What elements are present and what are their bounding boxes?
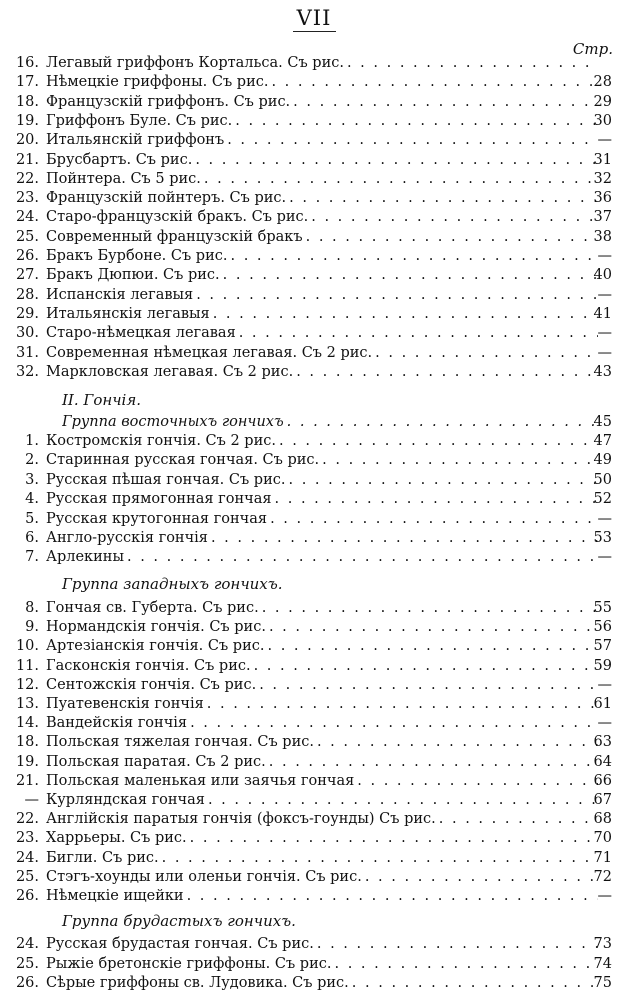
entry-page: 41 xyxy=(593,305,612,322)
entry-title: Русская пѣшая гончая. Съ рис. . . . xyxy=(46,471,598,490)
entry-number: 26. xyxy=(15,248,39,264)
toc-entry xyxy=(0,490,628,509)
entry-number: 1. xyxy=(25,433,39,449)
toc-entry xyxy=(0,73,628,92)
entry-title: Англо-русскія гончія . . . xyxy=(46,529,598,548)
entry-title: Курляндская гончая . . . xyxy=(46,791,598,810)
entry-number: 28. xyxy=(15,286,39,303)
toc-entry xyxy=(0,189,628,208)
group-heading-west: Группа западныхъ гончихъ. xyxy=(62,575,283,593)
toc-entry xyxy=(0,868,628,887)
toc-entry xyxy=(0,955,628,974)
entry-page: 74 xyxy=(593,955,612,972)
entry-number: 19. xyxy=(15,112,39,129)
entry-title: Сентожскія гончія. Съ рис. . . . xyxy=(46,676,598,695)
entry-page: 50 xyxy=(593,471,612,488)
entry-page: 72 xyxy=(593,868,612,885)
entry-number: — xyxy=(24,792,39,808)
entry-number: 5. xyxy=(25,510,39,527)
toc-entry xyxy=(0,791,628,810)
entry-title: Нѣмецкіе гриффоны. Съ рис. . . . xyxy=(46,73,598,92)
toc-entry xyxy=(0,849,628,868)
entry-page: 30 xyxy=(593,112,612,129)
entry-number: 2. xyxy=(25,452,39,469)
toc-entry xyxy=(0,363,628,382)
toc-entry xyxy=(0,676,628,695)
entry-number: 29. xyxy=(15,305,39,322)
entry-page: 52 xyxy=(593,491,612,508)
entry-title: Русская брудастая гончая. Съ рис. . . . xyxy=(46,935,598,954)
entry-number: 30. xyxy=(15,325,39,342)
group-heading-east xyxy=(0,413,628,432)
entry-number: 7. xyxy=(25,549,39,566)
entry-title: Нормандскія гончія. Съ рис. . . . xyxy=(46,618,598,637)
entry-page: 73 xyxy=(593,936,612,952)
entry-page: 47 xyxy=(593,433,612,449)
toc-entry xyxy=(0,733,628,752)
entry-number: 24. xyxy=(15,936,39,952)
toc-entry xyxy=(0,753,628,772)
entry-title: Испанскія легавыя . . . xyxy=(46,286,598,305)
entry-title: Гриффонъ Буле. Съ рис. . . . xyxy=(46,112,598,131)
entry-page: 57 xyxy=(593,638,612,655)
entry-title: Польская тяжелая гончая. Съ рис. . . . xyxy=(46,733,598,752)
toc-entry xyxy=(0,548,628,567)
entry-number: 16. xyxy=(15,55,39,71)
toc-entry xyxy=(0,131,628,150)
entry-page: — xyxy=(597,715,612,732)
entry-page: — xyxy=(597,549,612,566)
entry-number: 6. xyxy=(25,530,39,546)
entry-title: Арлекины . . . xyxy=(46,548,598,567)
entry-page: 29 xyxy=(593,93,612,110)
entry-number: 17. xyxy=(15,74,39,91)
entry-number: 21. xyxy=(15,772,39,789)
entry-number: 26. xyxy=(15,975,39,991)
entry-title: Артезіанскія гончія. Съ рис. . . . xyxy=(46,637,598,656)
entry-number: 18. xyxy=(15,93,39,110)
entry-number: 8. xyxy=(25,600,39,616)
entry-title: Вандейскія гончія . . . xyxy=(46,714,598,733)
entry-title: Харрьеры. Съ рис. . . . xyxy=(46,829,598,848)
entry-number: 31. xyxy=(15,344,39,361)
toc-entry xyxy=(0,208,628,227)
entry-title: Бракъ Бурбоне. Съ рис. . . . xyxy=(46,247,598,266)
entry-number: 25. xyxy=(15,228,39,245)
entry-title: Итальянскія легавыя . . . xyxy=(46,305,598,324)
toc-entry xyxy=(0,510,628,529)
toc-entry xyxy=(0,344,628,363)
entry-page: 61 xyxy=(593,696,612,712)
group-title: Группа восточныхъ гончихъ . . . xyxy=(62,413,598,432)
entry-number: 23. xyxy=(15,830,39,847)
entry-page: — xyxy=(597,888,612,904)
toc-entry xyxy=(0,887,628,906)
entry-number: 3. xyxy=(25,471,39,488)
entry-title: Гончая св. Губерта. Съ рис. . . . xyxy=(46,599,598,618)
header-rule xyxy=(293,31,336,32)
entry-page: 49 xyxy=(593,452,612,469)
entry-title: Польская паратая. Съ 2 рис. . . . xyxy=(46,753,598,772)
entry-title: Старинная русская гончая. Съ рис. . . . xyxy=(46,451,598,470)
entry-title: Гасконскія гончія. Съ рис. . . . xyxy=(46,657,598,676)
toc-entry xyxy=(0,54,628,73)
entry-title: Бигли. Съ рис. . . . xyxy=(46,849,598,868)
entry-number: 24. xyxy=(15,849,39,866)
toc-entry xyxy=(0,93,628,112)
toc-entry xyxy=(0,432,628,451)
entry-page: 53 xyxy=(593,530,612,546)
entry-number: 4. xyxy=(25,491,39,508)
entry-page: 32 xyxy=(593,170,612,187)
entry-title: Бракъ Дюпюи. Съ рис. . . . xyxy=(46,266,598,285)
group-page: 45 xyxy=(593,414,612,430)
entry-title: Легавый гриффонъ Кортальса. Съ рис. . . . xyxy=(46,54,598,73)
toc-entry xyxy=(0,695,628,714)
page-column-label: Стр. xyxy=(572,40,613,58)
entry-title: Современный французскій бракъ . . . xyxy=(46,228,598,247)
entry-title: Пойнтера. Съ 5 рис. . . . xyxy=(46,170,598,189)
entry-page: 37 xyxy=(593,209,612,226)
toc-entry xyxy=(0,324,628,343)
entry-page: 64 xyxy=(593,753,612,770)
entry-number: 22. xyxy=(15,811,39,828)
toc-entry xyxy=(0,247,628,266)
toc-entry xyxy=(0,618,628,637)
entry-page: 43 xyxy=(593,363,612,380)
entry-number: 20. xyxy=(15,132,39,149)
entry-page: — xyxy=(597,248,612,264)
entry-number: 14. xyxy=(15,715,39,732)
toc-entry xyxy=(0,599,628,618)
entry-page: 59 xyxy=(593,657,612,674)
entry-page: 75 xyxy=(593,975,612,991)
toc-entry xyxy=(0,714,628,733)
entry-number: 18. xyxy=(15,734,39,751)
entry-page: 66 xyxy=(593,772,612,789)
toc-entry xyxy=(0,305,628,324)
toc-entry xyxy=(0,112,628,131)
entry-page: — xyxy=(597,344,612,361)
toc-entry xyxy=(0,228,628,247)
toc-entry xyxy=(0,657,628,676)
entry-page: 40 xyxy=(593,267,612,284)
entry-page: — xyxy=(597,676,612,693)
entry-page: 70 xyxy=(593,830,612,847)
toc-entry xyxy=(0,935,628,954)
entry-number: 25. xyxy=(15,955,39,972)
entry-number: 21. xyxy=(15,151,39,168)
entry-page: 36 xyxy=(593,190,612,207)
entry-title: Старо-нѣмецкая легавая . . . xyxy=(46,324,598,343)
section-heading-hounds: II. Гончія. xyxy=(62,391,142,409)
entry-page: — xyxy=(597,286,612,303)
entry-number: 23. xyxy=(15,190,39,207)
entry-number: 22. xyxy=(15,170,39,187)
entry-number: 19. xyxy=(15,753,39,770)
toc-entry xyxy=(0,471,628,490)
entry-title: Англійскія паратыя гончія (фоксъ-гоунды) Съ рис. . . . xyxy=(46,810,598,829)
entry-title: Итальянскій гриффонъ . . . xyxy=(46,131,598,150)
toc-entry xyxy=(0,170,628,189)
entry-page: 55 xyxy=(593,600,612,616)
entry-title: Стэгъ-хоунды или оленьи гончія. Съ рис. . . . xyxy=(46,868,598,887)
toc-entry xyxy=(0,772,628,791)
entry-title: Сѣрые гриффоны св. Лудовика. Съ рис. . . . xyxy=(46,974,598,993)
entry-page: 67 xyxy=(593,792,612,808)
entry-title: Маркловская легавая. Съ 2 рис. . . . xyxy=(46,363,598,382)
entry-page: 68 xyxy=(593,811,612,828)
toc-entry xyxy=(0,974,628,993)
toc-entry xyxy=(0,637,628,656)
entry-title: Русская крутогонная гончая . . . xyxy=(46,510,598,529)
entry-number: 25. xyxy=(15,868,39,885)
entry-page: — xyxy=(597,132,612,149)
entry-page: 56 xyxy=(593,619,612,636)
entry-number: 32. xyxy=(15,363,39,380)
entry-number: 12. xyxy=(15,676,39,693)
toc-entry xyxy=(0,286,628,305)
toc-entry xyxy=(0,451,628,470)
entry-title: Старо-французскій бракъ. Съ рис. . . . xyxy=(46,208,598,227)
page-roman-numeral: VII xyxy=(296,6,332,30)
entry-page: 71 xyxy=(593,849,612,866)
entry-number: 13. xyxy=(15,696,39,712)
toc-entry xyxy=(0,266,628,285)
entry-title: Русская прямогонная гончая . . . xyxy=(46,490,598,509)
entry-title: Французскій пойнтеръ. Съ рис. . . . xyxy=(46,189,598,208)
entry-page: — xyxy=(597,510,612,527)
entry-page: — xyxy=(597,325,612,342)
entry-number: 27. xyxy=(15,267,39,284)
entry-number: 10. xyxy=(15,638,39,655)
entry-number: 24. xyxy=(15,209,39,226)
entry-title: Современная нѣмецкая легавая. Съ 2 рис. . . . xyxy=(46,344,598,363)
entry-number: 9. xyxy=(25,619,39,636)
entry-title: Пуатевенскія гончія . . . xyxy=(46,695,598,714)
entry-title: Польская маленькая или заячья гончая . . . xyxy=(46,772,598,791)
toc-entry xyxy=(0,829,628,848)
entry-page: 28 xyxy=(593,74,612,91)
toc-entry xyxy=(0,151,628,170)
entry-title: Нѣмецкіе ищейки . . . xyxy=(46,887,598,906)
entry-number: 11. xyxy=(15,657,39,674)
group-heading-beard: Группа брудастыхъ гончихъ. xyxy=(62,912,296,930)
entry-page: 31 xyxy=(593,151,612,168)
entry-title: Брусбартъ. Съ рис. . . . xyxy=(46,151,598,170)
toc-entry xyxy=(0,810,628,829)
entry-title: Французскій гриффонъ. Съ рис. . . . xyxy=(46,93,598,112)
entry-title: Костромскія гончія. Съ 2 рис. . . . xyxy=(46,432,598,451)
entry-title: Рыжіе бретонскіе гриффоны. Съ рис. . . . xyxy=(46,955,598,974)
toc-entry xyxy=(0,529,628,548)
entry-page: 63 xyxy=(593,734,612,751)
entry-number: 26. xyxy=(15,888,39,904)
entry-page: 38 xyxy=(593,228,612,245)
